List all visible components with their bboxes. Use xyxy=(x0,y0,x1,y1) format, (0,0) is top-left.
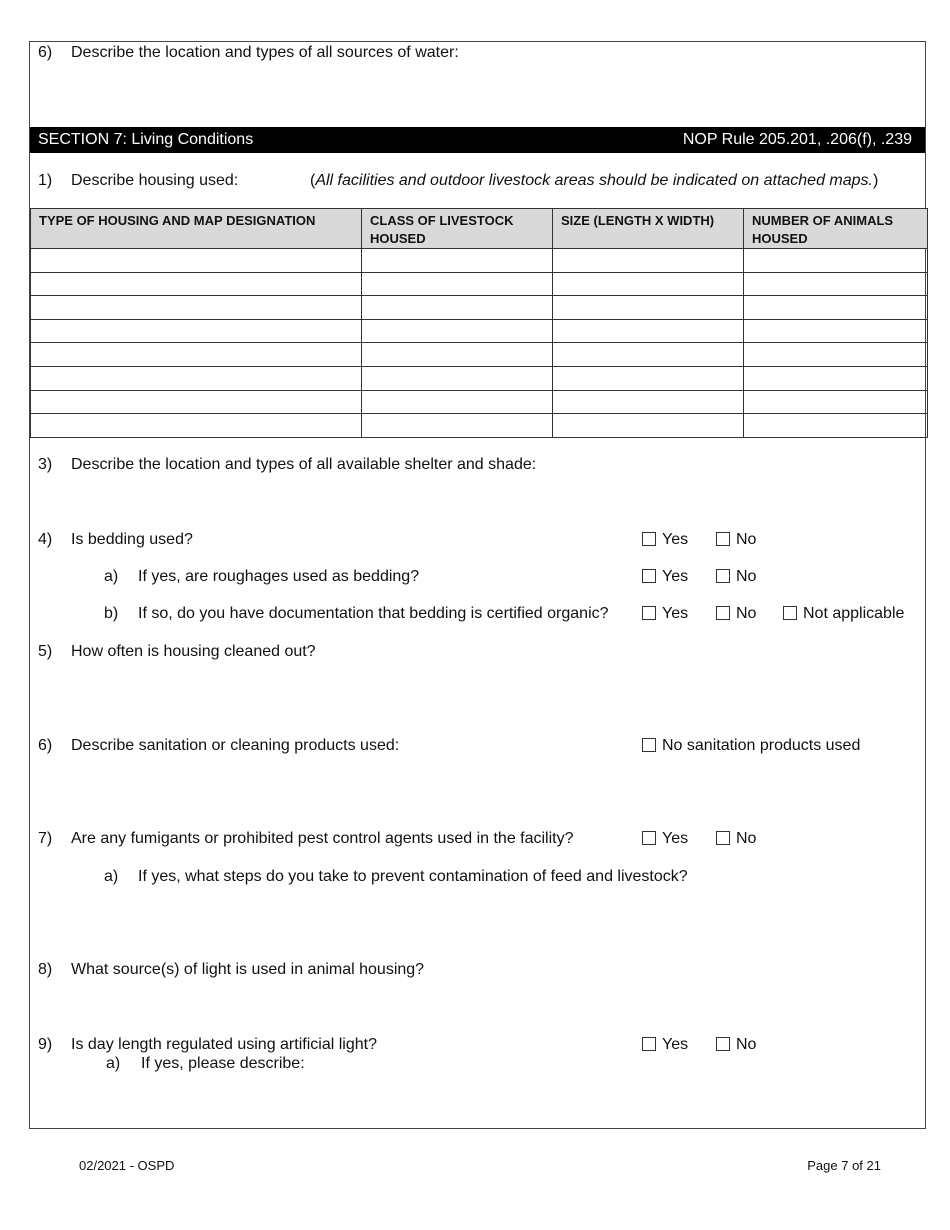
table-cell[interactable] xyxy=(362,319,553,343)
q4b-label: If so, do you have documentation that bedding is certified organic? xyxy=(138,605,609,622)
table-cell[interactable] xyxy=(362,366,553,390)
col-header-number: NUMBER OF ANIMALS HOUSED xyxy=(744,209,928,249)
checkbox[interactable] xyxy=(716,532,730,546)
table-row xyxy=(31,272,928,296)
q7a-label: If yes, what steps do you take to prevent contamination of feed and livestock? xyxy=(138,868,688,885)
table-cell[interactable] xyxy=(553,343,744,367)
q9-no-option[interactable]: No xyxy=(716,1036,756,1054)
col-header-class: CLASS OF LIVESTOCK HOUSED xyxy=(362,209,553,249)
checkbox[interactable] xyxy=(642,831,656,845)
q6-water-number: 6) xyxy=(38,44,53,61)
checkbox[interactable] xyxy=(716,831,730,845)
col-header-type: TYPE OF HOUSING AND MAP DESIGNATION xyxy=(31,209,362,249)
q1-housing-note: (All facilities and outdoor livestock areas should be indicated on attached maps.) xyxy=(310,172,879,189)
q4-bedding-number: 4) xyxy=(38,531,53,548)
table-cell[interactable] xyxy=(744,366,928,390)
table-cell[interactable] xyxy=(553,296,744,320)
checkbox[interactable] xyxy=(642,606,656,620)
col-header-size: SIZE (LENGTH X WIDTH) xyxy=(553,209,744,249)
q4-bedding-label: Is bedding used? xyxy=(71,531,193,548)
table-cell[interactable] xyxy=(744,343,928,367)
table-cell[interactable] xyxy=(31,272,362,296)
footer-revision: 02/2021 - OSPD xyxy=(79,1158,175,1173)
table-cell[interactable] xyxy=(744,249,928,273)
q4a-no-option[interactable]: No xyxy=(716,568,756,586)
q4-yes-option[interactable]: Yes xyxy=(642,531,688,549)
table-cell[interactable] xyxy=(362,249,553,273)
table-row xyxy=(31,414,928,438)
table-row xyxy=(31,390,928,414)
table-cell[interactable] xyxy=(553,366,744,390)
q9a-letter: a) xyxy=(106,1055,121,1072)
q9a-label: If yes, please describe: xyxy=(141,1055,305,1072)
q4a-label: If yes, are roughages used as bedding? xyxy=(138,568,420,585)
table-cell[interactable] xyxy=(31,343,362,367)
q1-housing-label: Describe housing used: xyxy=(71,172,239,189)
checkbox[interactable] xyxy=(642,1037,656,1051)
table-cell[interactable] xyxy=(31,319,362,343)
q7a-letter: a) xyxy=(104,868,119,885)
q6-no-sanitation-option[interactable]: No sanitation products used xyxy=(642,737,860,755)
q4b-no-option[interactable]: No xyxy=(716,605,756,623)
q7-yes-option[interactable]: Yes xyxy=(642,830,688,848)
q6-sanitation-number: 6) xyxy=(38,737,53,754)
table-cell[interactable] xyxy=(362,390,553,414)
table-row xyxy=(31,366,928,390)
table-cell[interactable] xyxy=(362,414,553,438)
q4a-letter: a) xyxy=(104,568,119,585)
table-cell[interactable] xyxy=(744,296,928,320)
q7-fumigants-label: Are any fumigants or prohibited pest control agents used in the facility? xyxy=(71,830,574,847)
checkbox[interactable] xyxy=(716,606,730,620)
table-cell[interactable] xyxy=(553,272,744,296)
q1-housing-number: 1) xyxy=(38,172,53,189)
checkbox[interactable] xyxy=(642,569,656,583)
checkbox[interactable] xyxy=(642,738,656,752)
table-row xyxy=(31,249,928,273)
checkbox[interactable] xyxy=(642,532,656,546)
table-cell[interactable] xyxy=(553,249,744,273)
q5-cleaning-number: 5) xyxy=(38,643,53,660)
table-cell[interactable] xyxy=(31,414,362,438)
checkbox[interactable] xyxy=(716,1037,730,1051)
table-row xyxy=(31,343,928,367)
q4b-yes-option[interactable]: Yes xyxy=(642,605,688,623)
q5-cleaning-label: How often is housing cleaned out? xyxy=(71,643,316,660)
table-cell[interactable] xyxy=(744,390,928,414)
housing-table xyxy=(30,208,928,438)
table-cell[interactable] xyxy=(31,390,362,414)
table-cell[interactable] xyxy=(744,272,928,296)
q8-light-number: 8) xyxy=(38,961,53,978)
q3-shelter-number: 3) xyxy=(38,456,53,473)
table-cell[interactable] xyxy=(744,319,928,343)
q6-water-label: Describe the location and types of all sources of water: xyxy=(71,44,459,61)
q6-sanitation-label: Describe sanitation or cleaning products used: xyxy=(71,737,400,754)
q8-light-label: What source(s) of light is used in animal housing? xyxy=(71,961,425,978)
footer-page-number: Page 7 of 21 xyxy=(807,1158,881,1173)
q9-yes-option[interactable]: Yes xyxy=(642,1036,688,1054)
table-cell[interactable] xyxy=(362,296,553,320)
table-cell[interactable] xyxy=(553,319,744,343)
q4-no-option[interactable]: No xyxy=(716,531,756,549)
q7-fumigants-number: 7) xyxy=(38,830,53,847)
section-7-header xyxy=(30,127,925,153)
checkbox[interactable] xyxy=(716,569,730,583)
table-row xyxy=(31,296,928,320)
table-row xyxy=(31,319,928,343)
q7-no-option[interactable]: No xyxy=(716,830,756,848)
checkbox[interactable] xyxy=(783,606,797,620)
section-rule: NOP Rule 205.201, .206(f), .239 xyxy=(682,131,912,148)
table-cell[interactable] xyxy=(553,414,744,438)
q4b-not-applicable-option[interactable]: Not applicable xyxy=(783,605,904,623)
table-cell[interactable] xyxy=(31,296,362,320)
table-cell[interactable] xyxy=(362,343,553,367)
q9-daylength-number: 9) xyxy=(38,1036,53,1053)
q9-daylength-label: Is day length regulated using artificial light? xyxy=(71,1036,377,1053)
q4a-yes-option[interactable]: Yes xyxy=(642,568,688,586)
q3-shelter-label: Describe the location and types of all available shelter and shade: xyxy=(71,456,537,473)
table-cell[interactable] xyxy=(744,414,928,438)
table-cell[interactable] xyxy=(31,249,362,273)
section-title: SECTION 7: Living Conditions xyxy=(38,131,254,148)
q4b-letter: b) xyxy=(104,605,119,622)
table-cell[interactable] xyxy=(31,366,362,390)
table-cell[interactable] xyxy=(362,272,553,296)
table-cell[interactable] xyxy=(553,390,744,414)
